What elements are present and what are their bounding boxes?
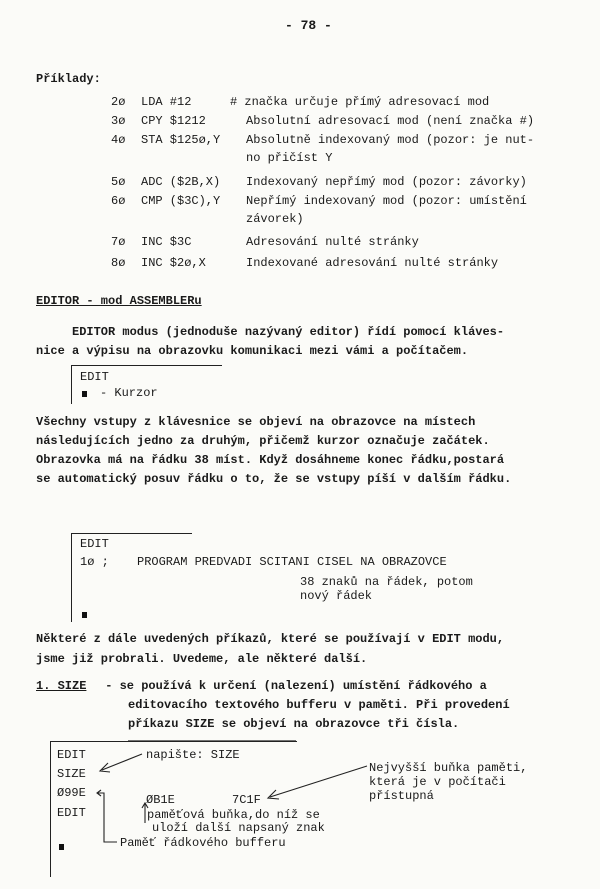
intro-line: nice a výpisu na obrazovku komunikaci mezi vámi a počítačem. [36,344,469,358]
highest-memory-note: která je v počítači [369,775,506,789]
row-number: 5ø [111,175,126,189]
row-comment: Absolutní adresovací mod (není značka #) [246,114,535,128]
size-command: SIZE [57,767,86,781]
size-command-label: 1. SIZE [36,679,87,693]
row-code: STA $125ø,Y [141,133,221,147]
program-text: PROGRAM PREDVADI SCITANI CISEL NA OBRAZOVCE [137,555,447,569]
highest-memory-note: Nejvyšší buňka paměti, [369,761,528,775]
page-number: - 78 - [285,18,332,33]
row-number: 3ø [111,114,126,128]
edit-prompt: EDIT [57,806,86,820]
row-comment: Indexované adresování nulté stránky [246,256,499,270]
buffer-note: Paměť řádkového bufferu [120,836,286,850]
edit-prompt: EDIT [80,370,109,384]
cursor-note: - Kurzor [100,386,158,400]
line-length-note: nový řádek [300,589,373,603]
row-comment: Adresování nulté stránky [246,235,419,249]
address-value: ØB1E [146,793,175,807]
line-number: 1ø ; [80,555,109,569]
paragraph-line: Všechny vstupy z klávesnice se objeví na obrazovce na místech [36,415,476,429]
row-comment-cont: závorek) [246,212,304,226]
edit-prompt: EDIT [57,748,86,762]
row-code: ADC ($2B,X) [141,175,221,189]
size-description: příkazu SIZE se objeví na obrazovce tři čísla. [128,717,460,731]
examples-title: Příklady: [36,72,101,86]
row-comment: Absolutně indexovaný mod (pozor: je nut- [246,133,535,147]
paragraph-line: Některé z dále uvedených příkazů, které se používají v EDIT modu, [36,632,505,646]
edit-prompt: EDIT [80,537,109,551]
row-code: LDA #12 [141,95,192,109]
line-length-note: 38 znaků na řádek, potom [300,575,473,589]
paragraph-line: Obrazovka má na řádku 38 míst. Když dosáhneme konec řádku,postará [36,453,505,467]
row-number: 4ø [111,133,126,147]
row-number: 8ø [111,256,126,270]
paragraph-line: se automatický posuv řádku o to, že se vstupy píší v dalším řádku. [36,472,512,486]
memory-note: uloží další napsaný znak [152,821,325,835]
row-number: 2ø [111,95,126,109]
row-code: INC $2ø,X [141,256,206,270]
row-comment: # značka určuje přímý adresovací mod [230,95,490,109]
memory-note: paměťová buňka,do níž se [147,808,320,822]
intro-line: EDITOR modus (jednoduše nazývaný editor) řídí pomocí kláves- [72,325,505,339]
row-code: CMP ($3C),Y [141,194,221,208]
row-comment: Nepřímý indexovaný mod (pozor: umístění [246,194,527,208]
address-value: 7C1F [232,793,261,807]
row-comment-cont: no přičíst Y [246,151,333,165]
size-description: editovacího textového bufferu v paměti. Při provedení [128,698,510,712]
row-code: CPY $1212 [141,114,206,128]
paragraph-line: následujících jedno za druhým, přičemž kurzor označuje začátek. [36,434,490,448]
type-hint: napište: SIZE [146,748,240,762]
paragraph-line: jsme již probrali. Uvedeme, ale některé další. [36,652,368,666]
row-number: 7ø [111,235,126,249]
address-value: Ø99E [57,786,86,800]
row-comment: Indexovaný nepřímý mod (pozor: závorky) [246,175,527,189]
size-description: - se používá k určení (nalezení) umístění řádkového a [98,679,487,693]
row-code: INC $3C [141,235,192,249]
section-heading: EDITOR - mod ASSEMBLERu [36,294,202,308]
highest-memory-note: přístupná [369,789,434,803]
row-number: 6ø [111,194,126,208]
